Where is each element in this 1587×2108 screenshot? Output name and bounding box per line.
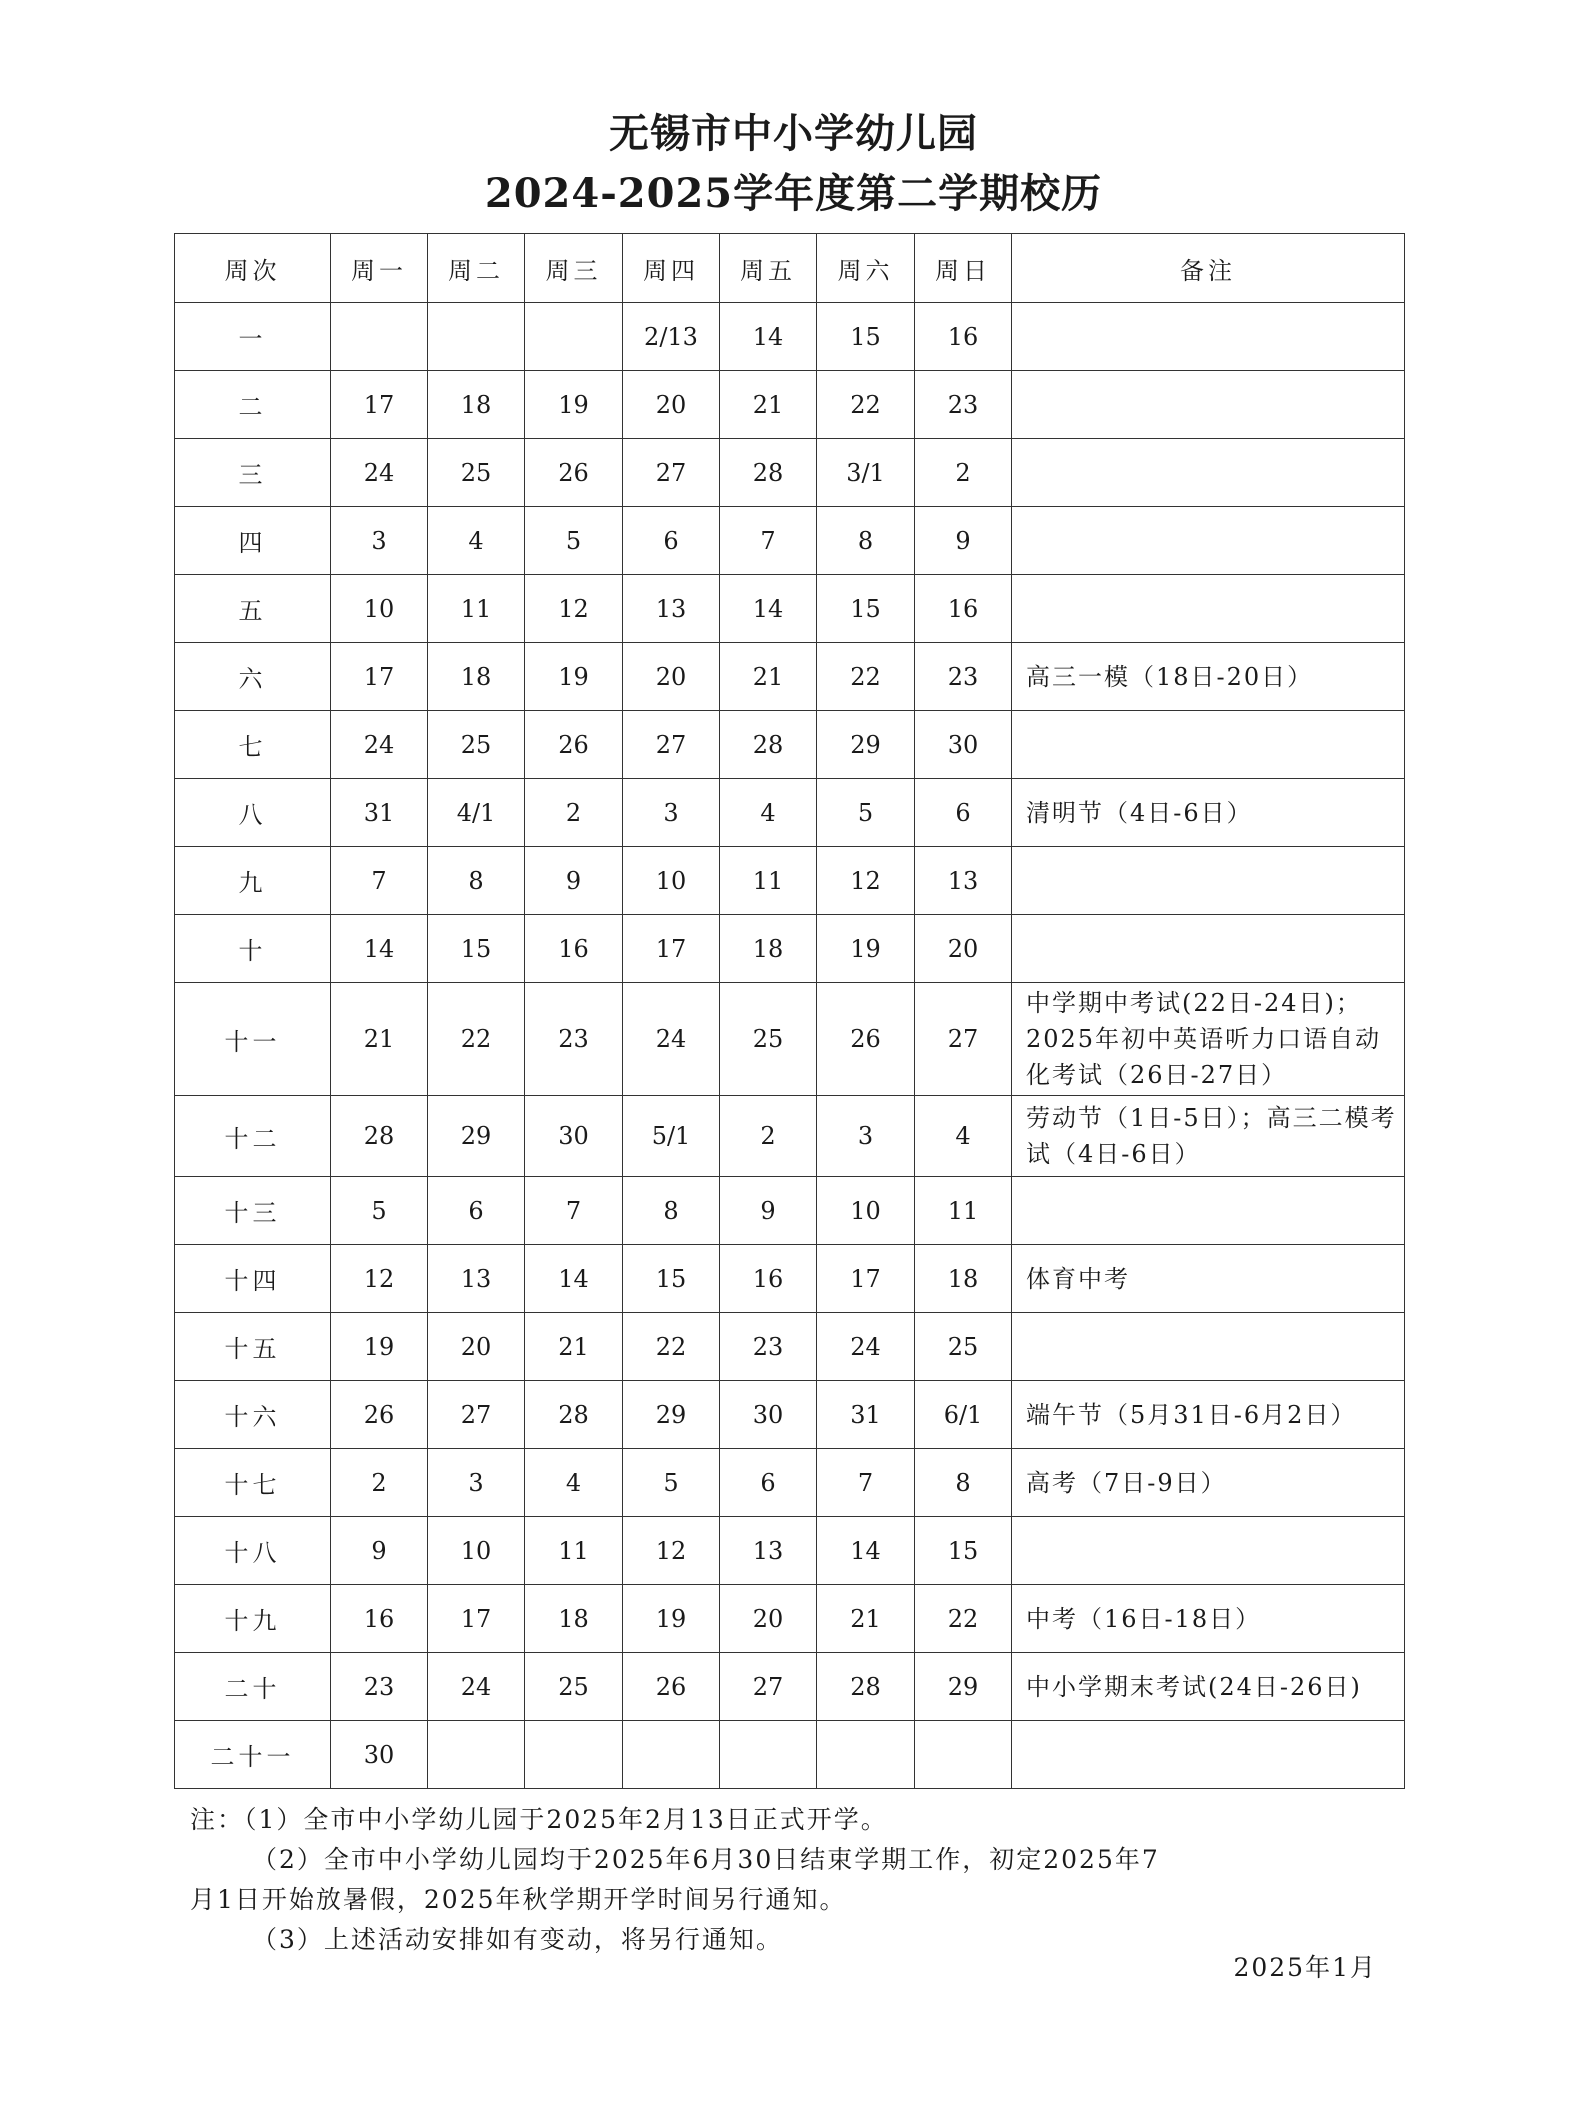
- remark-cell: [1012, 303, 1405, 371]
- day-cell-thursday: 2/13: [623, 303, 720, 371]
- day-cell-tuesday: 4: [428, 507, 525, 575]
- remark-cell: [1012, 575, 1405, 643]
- day-cell-friday: 28: [720, 439, 817, 507]
- remark-cell: [1012, 915, 1405, 983]
- day-cell-monday: 26: [331, 1381, 428, 1449]
- day-cell-saturday: 7: [817, 1449, 915, 1517]
- day-cell-thursday: [623, 1721, 720, 1789]
- day-cell-sunday: 15: [915, 1517, 1012, 1585]
- day-cell-friday: 23: [720, 1313, 817, 1381]
- day-cell-monday: 5: [331, 1177, 428, 1245]
- week-number-cell: 四: [175, 507, 331, 575]
- day-cell-saturday: 26: [817, 983, 915, 1096]
- remark-cell: 中考（16日-18日）: [1012, 1585, 1405, 1653]
- day-cell-sunday: 27: [915, 983, 1012, 1096]
- day-cell-sunday: 29: [915, 1653, 1012, 1721]
- day-cell-thursday: 6: [623, 507, 720, 575]
- day-cell-wednesday: 5: [525, 507, 623, 575]
- day-cell-friday: 21: [720, 371, 817, 439]
- week-number-cell: 十七: [175, 1449, 331, 1517]
- day-cell-monday: 12: [331, 1245, 428, 1313]
- day-cell-sunday: 18: [915, 1245, 1012, 1313]
- day-cell-saturday: 29: [817, 711, 915, 779]
- remark-cell: 体育中考: [1012, 1245, 1405, 1313]
- day-cell-sunday: 16: [915, 575, 1012, 643]
- table-row: [175, 915, 1405, 983]
- table-row: [175, 1381, 1405, 1449]
- table-row: [175, 1313, 1405, 1381]
- day-cell-tuesday: 24: [428, 1653, 525, 1721]
- day-cell-tuesday: 22: [428, 983, 525, 1096]
- day-cell-wednesday: 19: [525, 371, 623, 439]
- week-number-cell: 六: [175, 643, 331, 711]
- day-cell-monday: 24: [331, 711, 428, 779]
- day-cell-tuesday: 18: [428, 371, 525, 439]
- week-number-cell: 十一: [175, 983, 331, 1096]
- day-cell-thursday: 13: [623, 575, 720, 643]
- day-cell-monday: 3: [331, 507, 428, 575]
- day-cell-sunday: 9: [915, 507, 1012, 575]
- remark-cell: 高三一模（18日-20日）: [1012, 643, 1405, 711]
- day-cell-thursday: 24: [623, 983, 720, 1096]
- day-cell-wednesday: 14: [525, 1245, 623, 1313]
- header-wednesday: 周三: [525, 234, 623, 303]
- table-row: [175, 1177, 1405, 1245]
- day-cell-monday: 30: [331, 1721, 428, 1789]
- day-cell-monday: 28: [331, 1096, 428, 1177]
- day-cell-sunday: 6/1: [915, 1381, 1012, 1449]
- day-cell-saturday: 12: [817, 847, 915, 915]
- day-cell-friday: 25: [720, 983, 817, 1096]
- day-cell-friday: 28: [720, 711, 817, 779]
- day-cell-thursday: 10: [623, 847, 720, 915]
- day-cell-tuesday: 11: [428, 575, 525, 643]
- day-cell-wednesday: 12: [525, 575, 623, 643]
- day-cell-thursday: 15: [623, 1245, 720, 1313]
- day-cell-saturday: 22: [817, 371, 915, 439]
- day-cell-saturday: 3: [817, 1096, 915, 1177]
- day-cell-tuesday: 6: [428, 1177, 525, 1245]
- table-row: [175, 779, 1405, 847]
- document-title-line2: 2024-2025学年度第二学期校历: [484, 170, 1103, 217]
- remark-cell: [1012, 439, 1405, 507]
- day-cell-thursday: 5/1: [623, 1096, 720, 1177]
- day-cell-friday: 4: [720, 779, 817, 847]
- day-cell-tuesday: 15: [428, 915, 525, 983]
- day-cell-friday: 14: [720, 303, 817, 371]
- day-cell-sunday: 2: [915, 439, 1012, 507]
- remark-cell: [1012, 1177, 1405, 1245]
- table-row: [175, 983, 1405, 1096]
- day-cell-saturday: 21: [817, 1585, 915, 1653]
- week-number-cell: 二: [175, 371, 331, 439]
- remark-cell: 高考（7日-9日）: [1012, 1449, 1405, 1517]
- week-number-cell: 五: [175, 575, 331, 643]
- week-number-cell: 十五: [175, 1313, 331, 1381]
- week-number-cell: 十四: [175, 1245, 331, 1313]
- table-row: [175, 1653, 1405, 1721]
- note-2-line2: 月1日开始放暑假，2025年秋学期开学时间另行通知。: [190, 1885, 847, 1914]
- day-cell-friday: 21: [720, 643, 817, 711]
- day-cell-wednesday: 16: [525, 915, 623, 983]
- day-cell-monday: 17: [331, 643, 428, 711]
- table-row: [175, 1245, 1405, 1313]
- note-2-line1: （2）全市中小学幼儿园均于2025年6月30日结束学期工作，初定2025年7: [252, 1845, 1160, 1874]
- day-cell-wednesday: 11: [525, 1517, 623, 1585]
- remark-cell: [1012, 507, 1405, 575]
- day-cell-sunday: 30: [915, 711, 1012, 779]
- day-cell-friday: 30: [720, 1381, 817, 1449]
- week-number-cell: 十二: [175, 1096, 331, 1177]
- day-cell-friday: 7: [720, 507, 817, 575]
- week-number-cell: 七: [175, 711, 331, 779]
- day-cell-monday: 21: [331, 983, 428, 1096]
- day-cell-friday: 2: [720, 1096, 817, 1177]
- day-cell-wednesday: 26: [525, 439, 623, 507]
- day-cell-monday: 23: [331, 1653, 428, 1721]
- day-cell-wednesday: 4: [525, 1449, 623, 1517]
- day-cell-saturday: 10: [817, 1177, 915, 1245]
- day-cell-thursday: 20: [623, 643, 720, 711]
- day-cell-saturday: 5: [817, 779, 915, 847]
- day-cell-friday: 6: [720, 1449, 817, 1517]
- week-number-cell: 十三: [175, 1177, 331, 1245]
- table-row: [175, 1721, 1405, 1789]
- day-cell-wednesday: 9: [525, 847, 623, 915]
- week-number-cell: 一: [175, 303, 331, 371]
- day-cell-monday: 16: [331, 1585, 428, 1653]
- week-number-cell: 八: [175, 779, 331, 847]
- week-number-cell: 十六: [175, 1381, 331, 1449]
- remark-cell: [1012, 847, 1405, 915]
- day-cell-monday: 10: [331, 575, 428, 643]
- remark-cell: 清明节（4日-6日）: [1012, 779, 1405, 847]
- day-cell-wednesday: [525, 1721, 623, 1789]
- day-cell-sunday: 20: [915, 915, 1012, 983]
- day-cell-thursday: 27: [623, 711, 720, 779]
- day-cell-saturday: 19: [817, 915, 915, 983]
- day-cell-tuesday: 17: [428, 1585, 525, 1653]
- day-cell-saturday: 31: [817, 1381, 915, 1449]
- day-cell-monday: [331, 303, 428, 371]
- remark-cell: [1012, 1721, 1405, 1789]
- notes-section: [190, 1800, 1390, 1960]
- day-cell-thursday: 3: [623, 779, 720, 847]
- table-row: [175, 847, 1405, 915]
- day-cell-tuesday: 4/1: [428, 779, 525, 847]
- day-cell-sunday: 8: [915, 1449, 1012, 1517]
- day-cell-saturday: 3/1: [817, 439, 915, 507]
- day-cell-saturday: 8: [817, 507, 915, 575]
- table-row: [175, 303, 1405, 371]
- day-cell-tuesday: 8: [428, 847, 525, 915]
- day-cell-saturday: 15: [817, 303, 915, 371]
- day-cell-friday: [720, 1721, 817, 1789]
- day-cell-tuesday: 25: [428, 439, 525, 507]
- day-cell-sunday: 6: [915, 779, 1012, 847]
- remark-cell: [1012, 1313, 1405, 1381]
- table-row: [175, 371, 1405, 439]
- day-cell-thursday: 22: [623, 1313, 720, 1381]
- day-cell-friday: 11: [720, 847, 817, 915]
- day-cell-thursday: 19: [623, 1585, 720, 1653]
- day-cell-thursday: 29: [623, 1381, 720, 1449]
- table-row: [175, 1517, 1405, 1585]
- day-cell-thursday: 20: [623, 371, 720, 439]
- table-row: [175, 439, 1405, 507]
- table-header-row: [175, 234, 1405, 303]
- day-cell-sunday: 25: [915, 1313, 1012, 1381]
- day-cell-monday: 14: [331, 915, 428, 983]
- remark-cell: [1012, 371, 1405, 439]
- day-cell-tuesday: 20: [428, 1313, 525, 1381]
- day-cell-sunday: [915, 1721, 1012, 1789]
- day-cell-sunday: 16: [915, 303, 1012, 371]
- day-cell-tuesday: 18: [428, 643, 525, 711]
- day-cell-sunday: 22: [915, 1585, 1012, 1653]
- day-cell-saturday: 24: [817, 1313, 915, 1381]
- table-row: [175, 643, 1405, 711]
- remark-cell: [1012, 711, 1405, 779]
- day-cell-monday: 17: [331, 371, 428, 439]
- day-cell-thursday: 8: [623, 1177, 720, 1245]
- week-number-cell: 三: [175, 439, 331, 507]
- day-cell-friday: 27: [720, 1653, 817, 1721]
- day-cell-wednesday: 18: [525, 1585, 623, 1653]
- header-thursday: 周四: [623, 234, 720, 303]
- issue-date: 2025年1月: [1233, 1953, 1377, 1982]
- day-cell-tuesday: 25: [428, 711, 525, 779]
- table-row: [175, 575, 1405, 643]
- day-cell-tuesday: [428, 303, 525, 371]
- day-cell-tuesday: 10: [428, 1517, 525, 1585]
- day-cell-saturday: 17: [817, 1245, 915, 1313]
- day-cell-monday: 9: [331, 1517, 428, 1585]
- table-row: [175, 1449, 1405, 1517]
- day-cell-sunday: 23: [915, 371, 1012, 439]
- day-cell-wednesday: 25: [525, 1653, 623, 1721]
- header-monday: 周一: [331, 234, 428, 303]
- day-cell-thursday: 17: [623, 915, 720, 983]
- day-cell-wednesday: 21: [525, 1313, 623, 1381]
- day-cell-tuesday: [428, 1721, 525, 1789]
- day-cell-thursday: 5: [623, 1449, 720, 1517]
- day-cell-monday: 7: [331, 847, 428, 915]
- table-row: [175, 507, 1405, 575]
- table-row: [175, 1096, 1405, 1177]
- header-week: 周次: [175, 234, 331, 303]
- day-cell-saturday: 28: [817, 1653, 915, 1721]
- week-number-cell: 二十: [175, 1653, 331, 1721]
- day-cell-tuesday: 29: [428, 1096, 525, 1177]
- day-cell-sunday: 23: [915, 643, 1012, 711]
- week-number-cell: 十: [175, 915, 331, 983]
- document-title-line1: 无锡市中小学幼儿园: [609, 110, 978, 157]
- day-cell-tuesday: 3: [428, 1449, 525, 1517]
- week-number-cell: 十八: [175, 1517, 331, 1585]
- header-tuesday: 周二: [428, 234, 525, 303]
- remark-cell: [1012, 1517, 1405, 1585]
- day-cell-monday: 19: [331, 1313, 428, 1381]
- note-3: （3）上述活动安排如有变动，将另行通知。: [252, 1925, 783, 1954]
- day-cell-monday: 2: [331, 1449, 428, 1517]
- header-sunday: 周日: [915, 234, 1012, 303]
- day-cell-saturday: 15: [817, 575, 915, 643]
- day-cell-wednesday: 2: [525, 779, 623, 847]
- remark-cell: 端午节（5月31日-6月2日）: [1012, 1381, 1405, 1449]
- day-cell-monday: 24: [331, 439, 428, 507]
- header-friday: 周五: [720, 234, 817, 303]
- header-remarks: 备注: [1012, 234, 1405, 303]
- day-cell-sunday: 13: [915, 847, 1012, 915]
- day-cell-wednesday: 7: [525, 1177, 623, 1245]
- week-number-cell: 二十一: [175, 1721, 331, 1789]
- day-cell-friday: 18: [720, 915, 817, 983]
- week-number-cell: 十九: [175, 1585, 331, 1653]
- day-cell-wednesday: 23: [525, 983, 623, 1096]
- remark-cell: 中学期中考试(22日-24日)；2025年初中英语听力口语自动化考试（26日-27日）: [1012, 983, 1405, 1096]
- day-cell-wednesday: 28: [525, 1381, 623, 1449]
- school-calendar-table: [174, 233, 1405, 1789]
- day-cell-tuesday: 13: [428, 1245, 525, 1313]
- day-cell-friday: 9: [720, 1177, 817, 1245]
- note-1: 注：（1）全市中小学幼儿园于2025年2月13日正式开学。: [190, 1805, 888, 1834]
- day-cell-wednesday: 30: [525, 1096, 623, 1177]
- day-cell-wednesday: 19: [525, 643, 623, 711]
- day-cell-thursday: 27: [623, 439, 720, 507]
- day-cell-wednesday: [525, 303, 623, 371]
- day-cell-saturday: [817, 1721, 915, 1789]
- day-cell-wednesday: 26: [525, 711, 623, 779]
- day-cell-friday: 14: [720, 575, 817, 643]
- day-cell-saturday: 22: [817, 643, 915, 711]
- day-cell-tuesday: 27: [428, 1381, 525, 1449]
- day-cell-friday: 20: [720, 1585, 817, 1653]
- table-row: [175, 1585, 1405, 1653]
- day-cell-sunday: 11: [915, 1177, 1012, 1245]
- week-number-cell: 九: [175, 847, 331, 915]
- remark-cell: 劳动节（1日-5日）；高三二模考试（4日-6日）: [1012, 1096, 1405, 1177]
- day-cell-monday: 31: [331, 779, 428, 847]
- day-cell-saturday: 14: [817, 1517, 915, 1585]
- day-cell-thursday: 12: [623, 1517, 720, 1585]
- table-row: [175, 711, 1405, 779]
- remark-cell: 中小学期末考试(24日-26日): [1012, 1653, 1405, 1721]
- day-cell-sunday: 4: [915, 1096, 1012, 1177]
- header-saturday: 周六: [817, 234, 915, 303]
- day-cell-thursday: 26: [623, 1653, 720, 1721]
- day-cell-friday: 16: [720, 1245, 817, 1313]
- day-cell-friday: 13: [720, 1517, 817, 1585]
